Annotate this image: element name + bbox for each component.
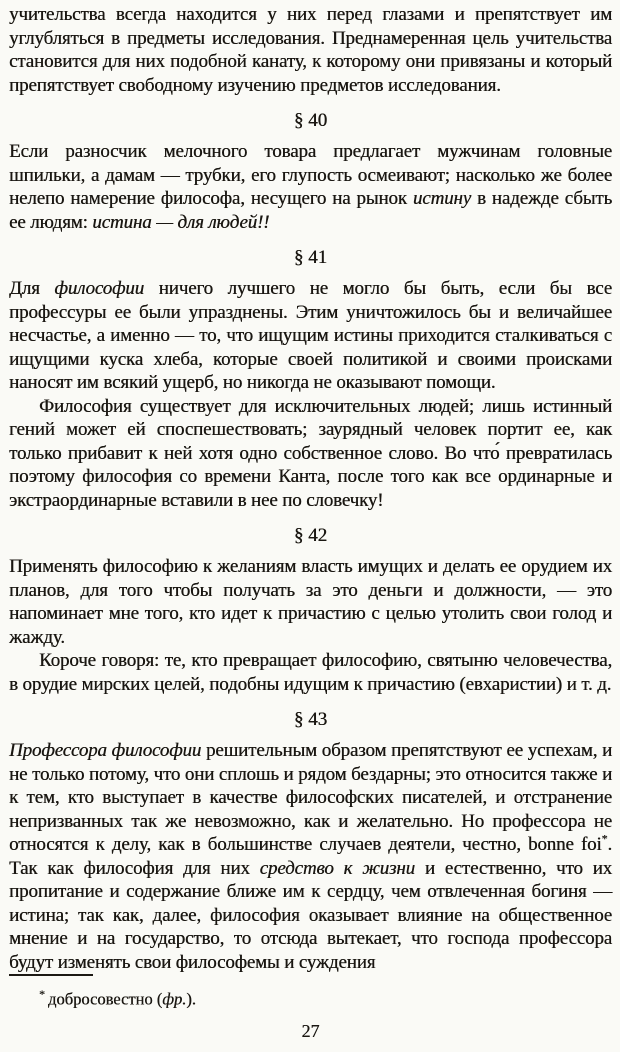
paragraph: Философия существует для исключительных людей; лишь истинный гений может ей споспешествовать; заурядный человек портит ее, как только прибавит к ней хотя одно собственное слово. Во что́ превратилась поэтому философия со времени Канта, после того как все ординарные и экстраординарные вставили в нее по словечку!	[9, 395, 612, 511]
section-heading-41: § 41	[293, 247, 328, 268]
paragraph: Если разносчик мелочного товара предлагает мужчинам головные шпильки, а дамам — трубки, его глупость осмеивают; насколько же более нелепо намерение философа, несущего на рынок истину в надежде сбыть ее людям: истина — для людей!!	[9, 141, 612, 233]
paragraph: Для философии ничего лучшего не могло бы быть, если бы все профессуры ее были упразднены. Этим уничтожилось бы и величайшее несчастье, а именно — то, что ищущим истины приходится сталкиваться с ищущими куска хлеба, которые своей политикой и своими происками наносят им всякий ущерб, но никогда не оказывают помощи.	[9, 278, 612, 393]
page-footer	[0, 974, 620, 1052]
footnote-marker: *	[39, 987, 45, 1001]
footnote-rule	[9, 974, 93, 976]
footnote	[9, 984, 612, 1010]
paragraph: Короче говоря: те, кто превращает философию, святыню человечества, в орудие мирских целей, подобны идущим к причастию (евхаристии) и т. д.	[9, 650, 612, 695]
section-heading-42: § 42	[293, 525, 328, 546]
paragraph: Профессора философии решительным образом препятствуют ее успехам, и не только потому, что они сплошь и рядом бездарны; это относится также и к тем, кто выступает в качестве философских писателей, и отстранение непризванных так же невозможно, как и желательно. Но профессора не относятся к делу, как в большинстве случаев деятели, честно, bonne foi*. Так как философия для них средство к жизни и естественно, что их пропитание и содержание ближе им к сердцу, чем отвлеченная богиня — истина; так как, далее, философия оказывает влияние на общественное мнение и на государство, то отсюда вытекает, что господа профессора будут изменять свои философемы и суждения	[9, 740, 613, 973]
page-number: 27	[301, 1020, 320, 1041]
section-heading-43: § 43	[293, 709, 328, 730]
footnote-text: добросовестно (фр.).	[48, 989, 196, 1009]
paragraph-continuation: учительства всегда находится у них перед глазами и препятствует им углубляться в предметы исследования. Преднамеренная цель учительства становится для них подобной канату, к которому они привязаны и который препятствует свободному изучению предметов исследования.	[9, 4, 612, 96]
paragraph: Применять философию к желаниям власть имущих и делать ее орудием их планов, для того чтобы получать за это деньги и должности, — это напоминает мне того, кто идет к причастию с целью утолить свои голод и жажду.	[9, 556, 612, 648]
section-heading-40: § 40	[293, 110, 328, 131]
